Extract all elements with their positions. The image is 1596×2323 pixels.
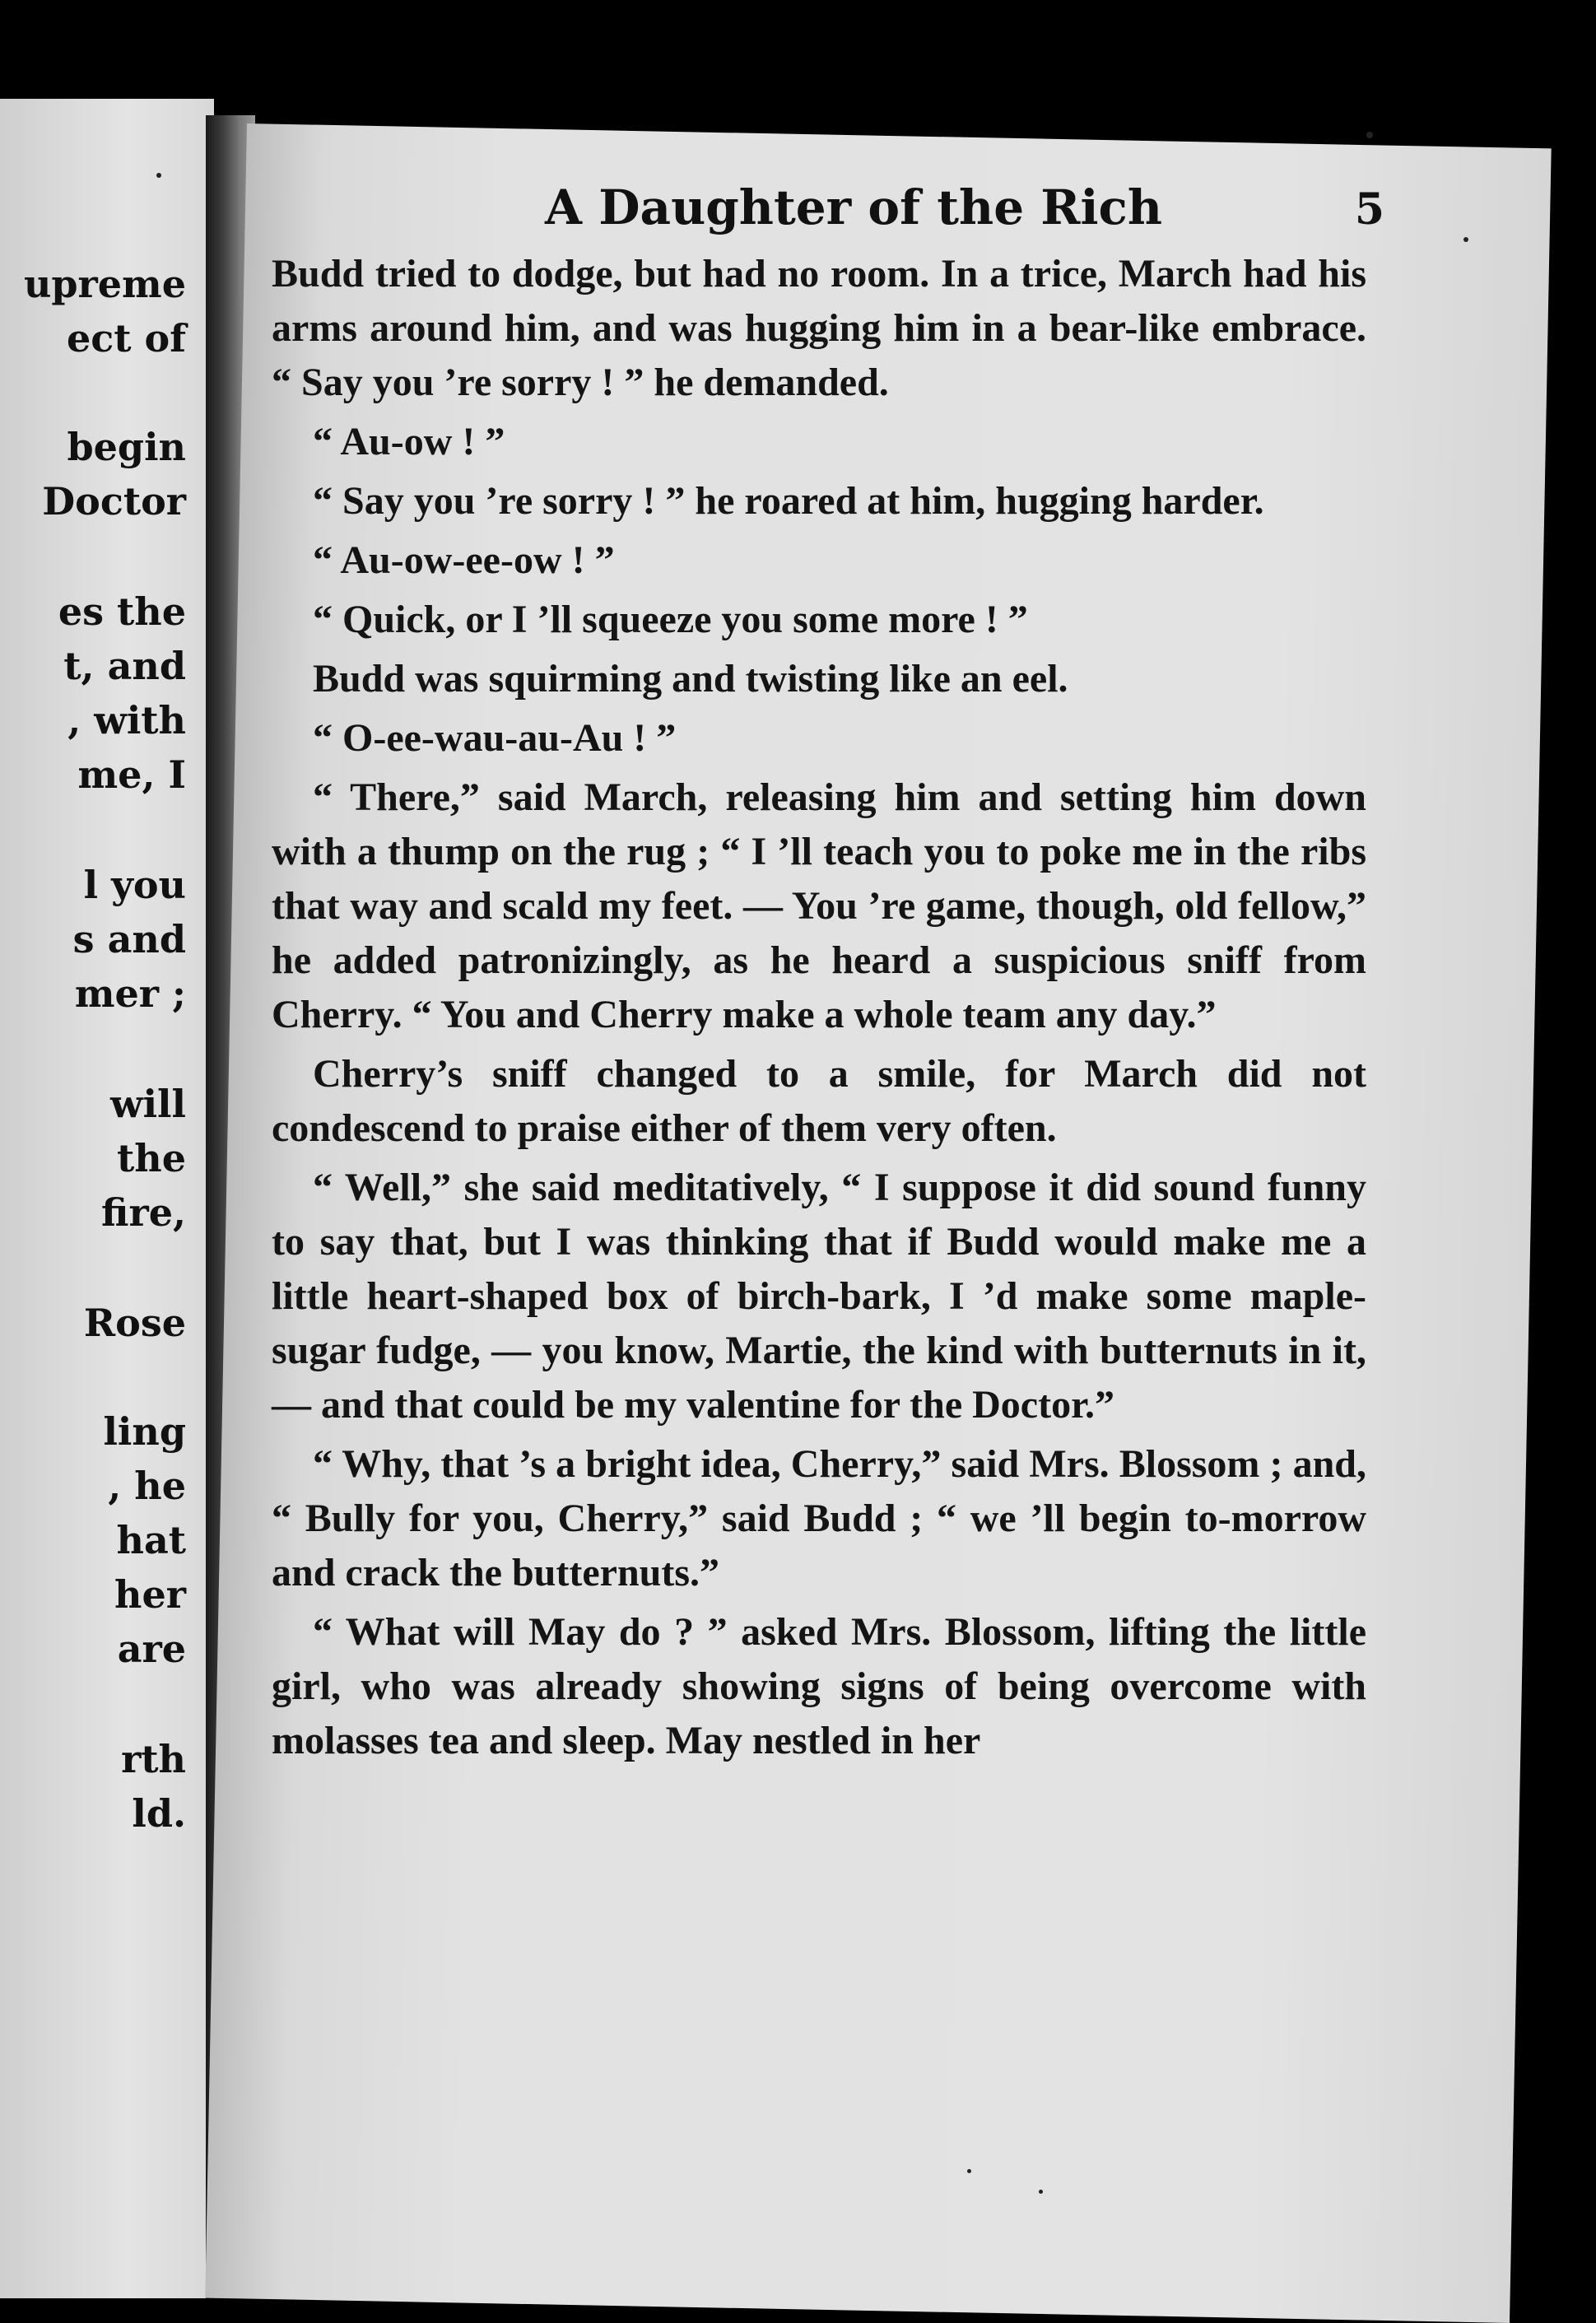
- dust-speck: [967, 2169, 971, 2173]
- dust-speck: [1463, 237, 1468, 242]
- left-page-fragment: the: [117, 1136, 186, 1180]
- left-page: [0, 99, 214, 2298]
- body-text: [272, 247, 1366, 1773]
- left-page-fragment: s and: [72, 917, 186, 961]
- dust-speck: [156, 173, 161, 178]
- left-page-fragment: ld.: [132, 1791, 186, 1836]
- left-page-fragment: her: [114, 1572, 186, 1617]
- left-page-fragment: Doctor: [42, 479, 186, 524]
- paragraph: “ Say you ’re sorry ! ” he roared at him, hugging harder.: [313, 479, 1264, 523]
- left-page-fragment: , with: [67, 698, 186, 743]
- left-page-fragment: ling: [103, 1409, 186, 1454]
- left-page-fragment: upreme: [23, 262, 186, 306]
- left-page-fragment: fire,: [101, 1190, 186, 1235]
- paragraph: “ Well,” she said meditatively, “ I suppose it did sound funny to say that, but I was thinking that if Budd would make me a little heart-shaped box of birch-bark, I ’d make some maple-sugar fudge, — you know, Martie, the kind with butternuts in it, — and that could be my valentine for the Doctor.”: [272, 1166, 1366, 1427]
- paragraph: “ Au-ow ! ”: [313, 420, 505, 463]
- paragraph: “ Why, that ’s a bright idea, Cherry,” said Mrs. Blossom ; and, “ Bully for you, Cherry,” said Budd ; “ we ’ll begin to-morrow and crack the butternuts.”: [272, 1442, 1366, 1594]
- paragraph: “ Quick, or I ’ll squeeze you some more ! ”: [313, 598, 1028, 641]
- left-page-fragment: will: [109, 1082, 186, 1126]
- paragraph: Budd tried to dodge, but had no room. In a trice, March had his arms around him, and was hugging him in a bear-like embrace. “ Say you ’re sorry ! ” he demanded.: [272, 252, 1366, 404]
- left-page-fragment: t, and: [63, 644, 186, 688]
- dust-speck: [1039, 2190, 1043, 2194]
- paragraph: Cherry’s sniff changed to a smile, for March did not condescend to praise either of them very often.: [272, 1052, 1366, 1150]
- paragraph: “ What will May do ? ” asked Mrs. Blossom, lifting the little girl, who was already showing signs of being overcome with molasses tea and sleep. May nestled in her: [272, 1610, 1366, 1762]
- left-page-fragment: me, I: [77, 752, 186, 797]
- left-page-fragment: es the: [58, 589, 186, 634]
- paragraph: “ O-ee-wau-au-Au ! ”: [313, 716, 677, 760]
- left-page-fragment: begin: [67, 425, 186, 469]
- page-header: [298, 179, 1384, 235]
- left-page-fragment: hat: [116, 1518, 186, 1562]
- running-title: A Daughter of the Rich: [545, 179, 1163, 235]
- left-page-fragment: Rose: [83, 1301, 186, 1345]
- page-number: 5: [1354, 184, 1384, 235]
- left-page-fragment: l you: [83, 863, 186, 907]
- left-page-fragment: ect of: [66, 316, 186, 361]
- dust-speck: [1366, 132, 1373, 138]
- paragraph: “ There,” said March, releasing him and setting him down with a thump on the rug ; “ I ’ll teach you to poke me in the ribs that way and scald my feet. — You ’re game, though, old fellow,” he added patronizingly, as he heard a suspicious sniff from Cherry. “ You and Cherry make a whole team any day.”: [272, 775, 1366, 1036]
- left-page-fragment: , he: [108, 1464, 186, 1508]
- paragraph: “ Au-ow-ee-ow ! ”: [313, 538, 615, 582]
- paragraph: Budd was squirming and twisting like an eel.: [313, 657, 1068, 701]
- left-page-fragment: mer ;: [74, 971, 186, 1016]
- left-page-fragment: rth: [121, 1737, 186, 1781]
- left-page-fragment: are: [117, 1627, 186, 1671]
